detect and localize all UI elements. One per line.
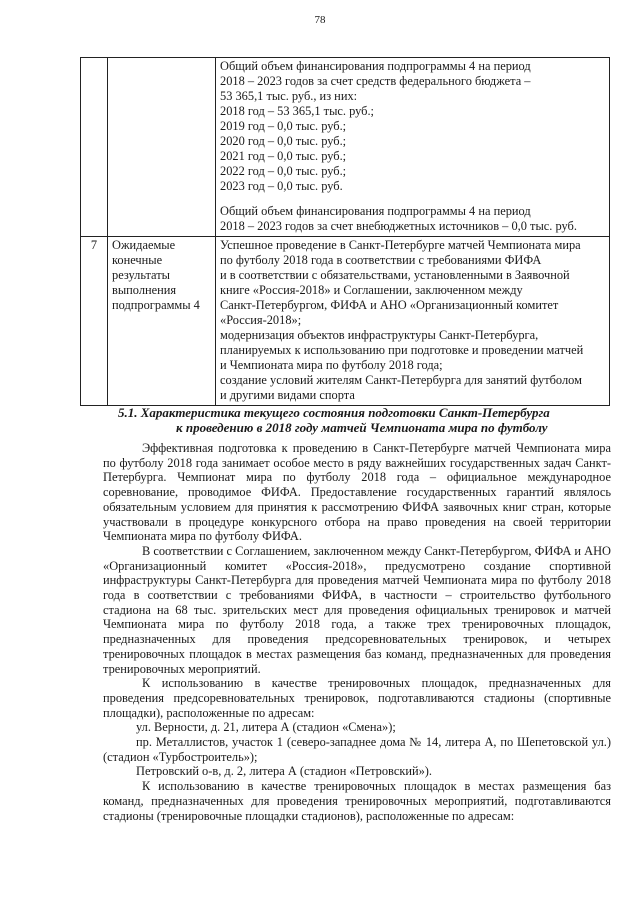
results-line: книге «Россия-2018» и Соглашении, заключенном между — [220, 283, 523, 297]
funding-line: 2023 год – 0,0 тыс. руб. — [220, 179, 343, 193]
results-line: создание условий жителям Санкт-Петербурга для занятий футболом — [220, 373, 582, 387]
funding-line: Общий объем финансирования подпрограммы 4 на период — [220, 204, 531, 218]
funding-line: 2020 год – 0,0 тыс. руб.; — [220, 134, 347, 148]
results-line: планируемых к использованию при подготовке и проведении матчей — [220, 343, 584, 357]
funding-line: 2022 год – 0,0 тыс. руб.; — [220, 164, 347, 178]
row-number — [81, 58, 108, 237]
row-label-line: подпрограммы 4 — [112, 298, 200, 312]
address-item: ул. Верности, д. 21, литера А (стадион «Смена»); — [136, 720, 396, 735]
results-line: «Россия-2018»; — [220, 313, 302, 327]
section-heading-line: к проведению в 2018 году матчей Чемпионата мира по футболу — [176, 420, 548, 435]
funding-line: Общий объем финансирования подпрограммы 4 на период — [220, 59, 531, 73]
row-label — [108, 58, 216, 237]
results-line: и в соответствии с обязательствами, установленными в Заявочной — [220, 268, 570, 282]
paragraph: К использованию в качестве тренировочных площадок, предназначенных для проведения предсоревновательных тренировок, подготавливаются стадионы (спортивные площадки), расположенные по адресам: — [103, 676, 611, 720]
paragraph: Эффективная подготовка к проведению в Санкт-Петербурге матчей Чемпионата мира по футболу 2018 года занимает особое место в ряду важнейших государственных задач Санкт-Петербурга. Чемпионат мира по футболу 2018 года – официальное международное соревнование, проводимое ФИФА. Предоставление государственных гарантий являлось обязательным условием для принятия к рассмотрению ФИФА заявочных книг стран, которые участвовали в процедуре конкурсного отбора на право проведения на своей территории Чемпионата мира по футболу ФИФА. — [103, 441, 611, 544]
funding-line: 2021 год – 0,0 тыс. руб.; — [220, 149, 347, 163]
section-heading — [118, 405, 588, 435]
row-label-line: результаты — [112, 268, 170, 282]
funding-line: 53 365,1 тыс. руб., из них: — [220, 89, 358, 103]
program-table — [80, 57, 610, 406]
page-number: 78 — [314, 14, 326, 26]
results-cell — [216, 237, 610, 406]
row-label-line: выполнения — [112, 283, 177, 297]
funding-line: 2018 – 2023 годов за счет внебюджетных источников – 0,0 тыс. руб. — [220, 219, 577, 233]
results-line: Санкт-Петербургом, ФИФА и АНО «Организационный комитет — [220, 298, 559, 312]
paragraph: В соответствии с Соглашением, заключенном между Санкт-Петербургом, ФИФА и АНО «Организационный комитет «Россия-2018», предусмотрено создание спортивной инфраструктуры Санкт-Петербурга для проведения матчей Чемпионата мира по футболу 2018 года в соответствии с требованиями ФИФА, в частности – строительство футбольного стадиона на 68 тыс. зрительских мест для проведения официальных тренировок и матчей Чемпионата мира по футболу 2018 года, а также трех тренировочных площадок, предназначенных для проведения предсоревновательных тренировок, и четырех тренировочных площадок в местах размещения баз команд, предназначенных для проведения тренировочных мероприятий. — [103, 543, 611, 676]
table-row — [81, 237, 610, 406]
paragraph: К использованию в качестве тренировочных площадок в местах размещения баз команд, предназначенных для проведения тренировочных мероприятий, подготавливаются стадионы (тренировочные площадки стадионов), расположенные по адресам: — [103, 779, 611, 823]
results-line: Успешное проведение в Санкт-Петербурге матчей Чемпионата мира — [220, 238, 581, 252]
address-item: пр. Металлистов, участок 1 (северо-западнее дома № 14, литера А, по Шепетовской ул.) (стадион «Турбостроитель»); — [103, 735, 611, 764]
section-heading-line: 5.1. Характеристика текущего состояния подготовки Санкт-Петербурга — [118, 405, 550, 420]
address-item: Петровский о-в, д. 2, литера А (стадион «Петровский»). — [136, 764, 433, 779]
results-line: модернизация объектов инфраструктуры Санкт-Петербурга, — [220, 328, 539, 342]
row-label-line: конечные — [112, 253, 163, 267]
table-row — [81, 58, 610, 237]
results-line: и Чемпионата мира по футболу 2018 года; — [220, 358, 443, 372]
body-text — [103, 441, 611, 823]
row-label — [108, 237, 216, 406]
funding-line: 2018 год – 53 365,1 тыс. руб.; — [220, 104, 374, 118]
funding-cell — [216, 58, 610, 237]
row-number: 7 — [81, 237, 108, 406]
funding-line: 2018 – 2023 годов за счет средств федерального бюджета – — [220, 74, 531, 88]
funding-line: 2019 год – 0,0 тыс. руб.; — [220, 119, 347, 133]
row-label-line: Ожидаемые — [112, 238, 176, 252]
results-line: и другими видами спорта — [220, 388, 355, 402]
results-line: по футболу 2018 года в соответствии с требованиями ФИФА — [220, 253, 542, 267]
